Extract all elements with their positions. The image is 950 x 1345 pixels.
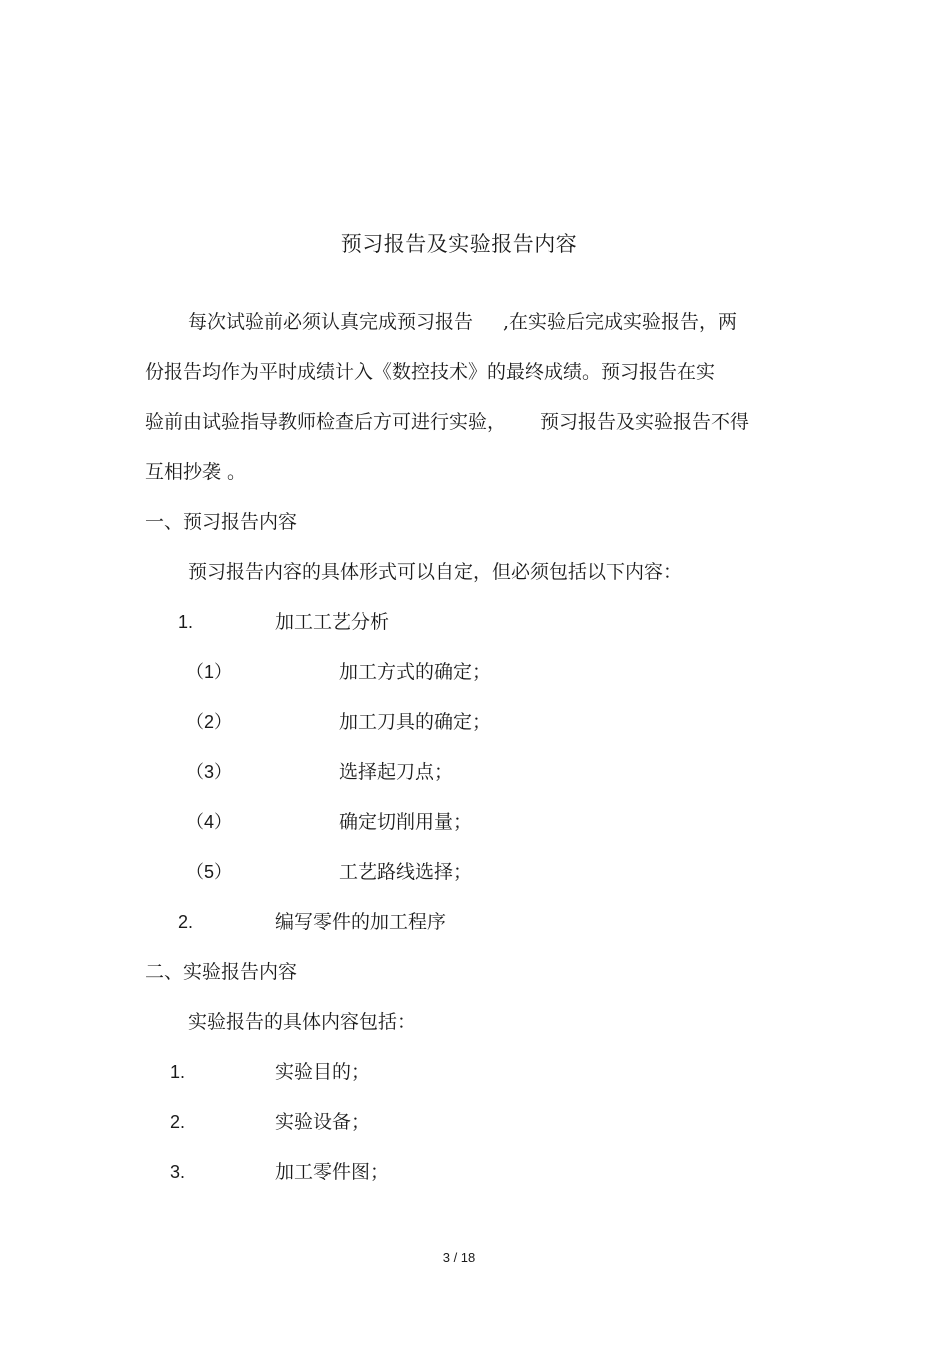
sub-list-number: （1） — [186, 662, 233, 682]
sub-list-number: （3） — [186, 762, 233, 782]
sub-list-text: 选择起刀点； — [339, 761, 454, 783]
list-number: 1. — [170, 1062, 186, 1082]
intro-text: ,在实验后完成实验报告，两 — [503, 311, 738, 333]
list-number: 2. — [178, 912, 194, 932]
list-number: 1. — [178, 612, 194, 632]
sub-list-text: 工艺路线选择； — [339, 861, 473, 883]
sub-list-number: （5） — [186, 862, 233, 882]
intro-line-3 — [145, 408, 749, 436]
list-text: 加工工艺分析 — [275, 611, 390, 633]
section-lead: 预习报告内容的具体形式可以自定，但必须包括以下内容： — [188, 561, 683, 583]
intro-text: 每次试验前必须认真完成预习报告 — [188, 311, 474, 333]
intro-line-4: 互相抄袭 。 — [145, 461, 247, 483]
intro-line-1 — [188, 308, 737, 336]
intro-text: 预习报告及实验报告不得 — [540, 411, 750, 433]
list-text: 编写零件的加工程序 — [275, 911, 447, 933]
sub-list-number: （2） — [186, 712, 233, 732]
page-number: 3 / 18 — [442, 1250, 476, 1265]
sub-list-text: 加工方式的确定； — [339, 661, 492, 683]
section-heading-preview: 一、预习报告内容 — [145, 511, 298, 533]
page-title: 预习报告及实验报告内容 — [340, 232, 578, 256]
list-number: 3. — [170, 1162, 186, 1182]
sub-list-text: 加工刀具的确定； — [339, 711, 492, 733]
list-text: 加工零件图； — [275, 1161, 390, 1183]
intro-text: 验前由试验指导教师检查后方可进行实验， — [145, 411, 507, 433]
section-heading-report: 二、实验报告内容 — [145, 961, 298, 983]
sub-list-number: （4） — [186, 812, 233, 832]
sub-list-text: 确定切削用量； — [339, 811, 473, 833]
list-text: 实验目的； — [275, 1061, 371, 1083]
section-lead: 实验报告的具体内容包括： — [188, 1011, 417, 1033]
list-text: 实验设备； — [275, 1111, 371, 1133]
intro-line-2: 份报告均作为平时成绩计入《数控技术》的最终成绩。预习报告在实 — [145, 361, 716, 383]
list-number: 2. — [170, 1112, 186, 1132]
